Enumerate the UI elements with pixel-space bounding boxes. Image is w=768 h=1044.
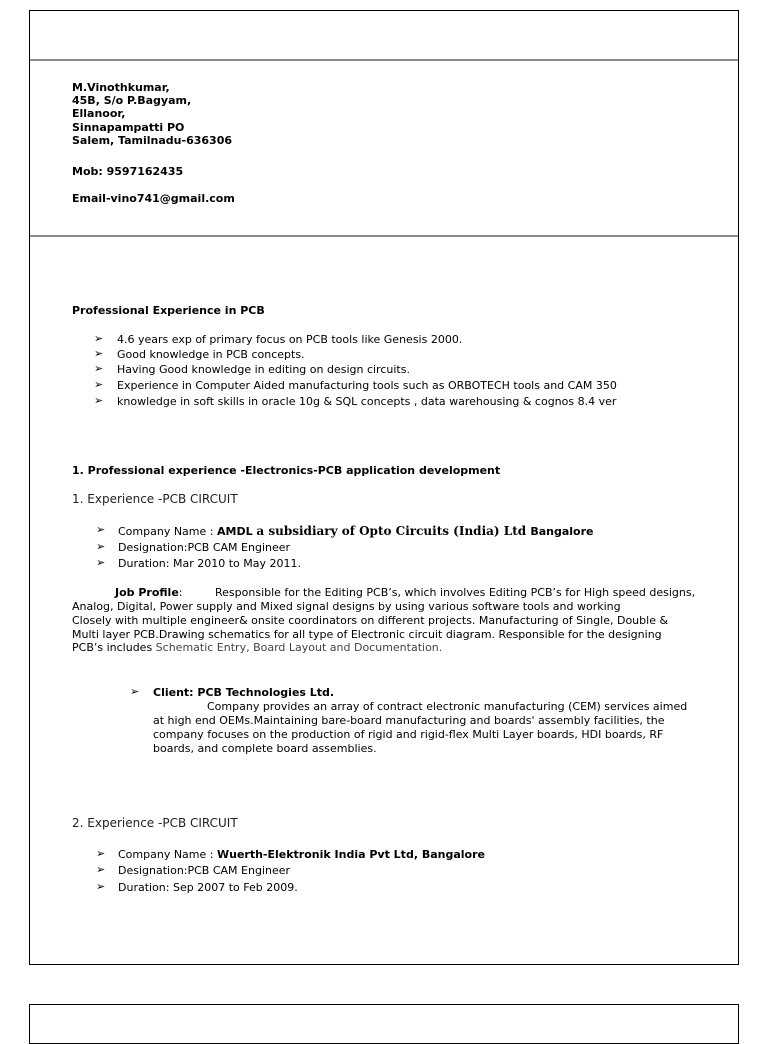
- summary-bullet: Good knowledge in PCB concepts.: [117, 348, 305, 361]
- company-label: Company Name :: [118, 525, 217, 538]
- bullet-arrow-icon: ➢: [94, 332, 104, 345]
- job-profile-first-line: [115, 586, 183, 600]
- experience-heading: 2. Experience -PCB CIRCUIT: [72, 816, 238, 830]
- job-profile-text: PCB’s includes: [72, 641, 156, 654]
- contact-mobile: Mob: 9597162435: [72, 165, 184, 178]
- summary-bullet: 4.6 years exp of primary focus on PCB tools like Genesis 2000.: [117, 333, 463, 346]
- contact-divider: [30, 235, 738, 237]
- company-name-part: Bangalore: [530, 525, 594, 538]
- client-description-line: Company provides an array of contract electronic manufacturing (CEM) services aimed: [207, 700, 688, 713]
- bullet-arrow-icon: ➢: [94, 394, 104, 407]
- company-name-part: AMDL: [216, 525, 257, 538]
- contact-email: Email-vino741@gmail.com: [72, 192, 235, 205]
- company-name-line: [118, 848, 485, 861]
- job-profile-line: [72, 641, 442, 655]
- designation-line: Designation:PCB CAM Engineer: [118, 541, 291, 554]
- client-label: Client: PCB Technologies Ltd.: [153, 686, 335, 699]
- resume-page: [29, 10, 739, 965]
- job-profile-text: Schematic Entry, Board Layout and Documentation.: [155, 641, 443, 654]
- contact-block: [72, 81, 232, 147]
- contact-name: M.Vinothkumar,: [72, 81, 170, 94]
- bullet-arrow-icon: ➢: [94, 378, 104, 391]
- duration-line: Duration: Mar 2010 to May 2011.: [118, 557, 301, 570]
- contact-address-line: Salem, Tamilnadu-636306: [72, 133, 233, 147]
- bullet-arrow-icon: ➢: [96, 863, 106, 876]
- designation-line: Designation:PCB CAM Engineer: [118, 864, 291, 877]
- summary-bullet: Having Good knowledge in editing on design circuits.: [117, 363, 410, 376]
- client-description-line: at high end OEMs.Maintaining bare-board manufacturing and boards' assembly facilities, the: [153, 714, 665, 727]
- header-divider: [30, 59, 738, 61]
- client-description-line: company focuses on the production of rigid and rigid-flex Multi Layer boards, HDI boards, RF: [153, 728, 664, 741]
- bullet-arrow-icon: ➢: [130, 685, 140, 698]
- company-name-line: [118, 524, 593, 538]
- job-profile-colon: :: [178, 586, 183, 599]
- job-profile-line: Closely with multiple engineer& onsite coordinators on different projects. Manufacturing of Single, Double &: [72, 614, 669, 627]
- summary-bullet: Experience in Computer Aided manufacturing tools such as ORBOTECH tools and CAM 350: [117, 379, 617, 392]
- contact-address-line: Sinnapampatti PO: [72, 120, 185, 134]
- contact-address-line: Ellanoor,: [72, 107, 126, 121]
- job-profile-line: Multi layer PCB.Drawing schematics for all type of Electronic circuit diagram. Responsible for the designing: [72, 628, 662, 641]
- client-description-line: boards, and complete board assemblies.: [153, 742, 377, 755]
- company-name-part: a subsidiary of Opto Circuits (India) Ltd: [256, 524, 531, 538]
- company-name: Wuerth-Elektronik India Pvt Ltd, Bangalore: [216, 848, 485, 861]
- section-heading: 1. Professional experience -Electronics-PCB application development: [72, 464, 501, 477]
- bullet-arrow-icon: ➢: [96, 523, 106, 536]
- experience-heading: 1. Experience -PCB CIRCUIT: [72, 492, 238, 506]
- company-label: Company Name :: [118, 848, 217, 861]
- job-profile-label: Job Profile: [115, 586, 179, 599]
- contact-address-line: 45B, S/o P.Bagyam,: [72, 94, 192, 108]
- bullet-arrow-icon: ➢: [94, 347, 104, 360]
- summary-bullet: knowledge in soft skills in oracle 10g & SQL concepts , data warehousing & cognos 8.4 ver: [117, 395, 617, 408]
- bullet-arrow-icon: ➢: [96, 540, 106, 553]
- next-page: [29, 1004, 739, 1044]
- job-profile-line: Responsible for the Editing PCB’s, which involves Editing PCB’s for High speed designs,: [215, 586, 696, 599]
- bullet-arrow-icon: ➢: [96, 556, 106, 569]
- bullet-arrow-icon: ➢: [96, 847, 106, 860]
- bullet-arrow-icon: ➢: [94, 362, 104, 375]
- bullet-arrow-icon: ➢: [96, 880, 106, 893]
- summary-heading: Professional Experience in PCB: [72, 304, 265, 317]
- duration-line: Duration: Sep 2007 to Feb 2009.: [118, 881, 298, 894]
- job-profile-line: Analog, Digital, Power supply and Mixed signal designs by using various software tools and working: [72, 600, 621, 613]
